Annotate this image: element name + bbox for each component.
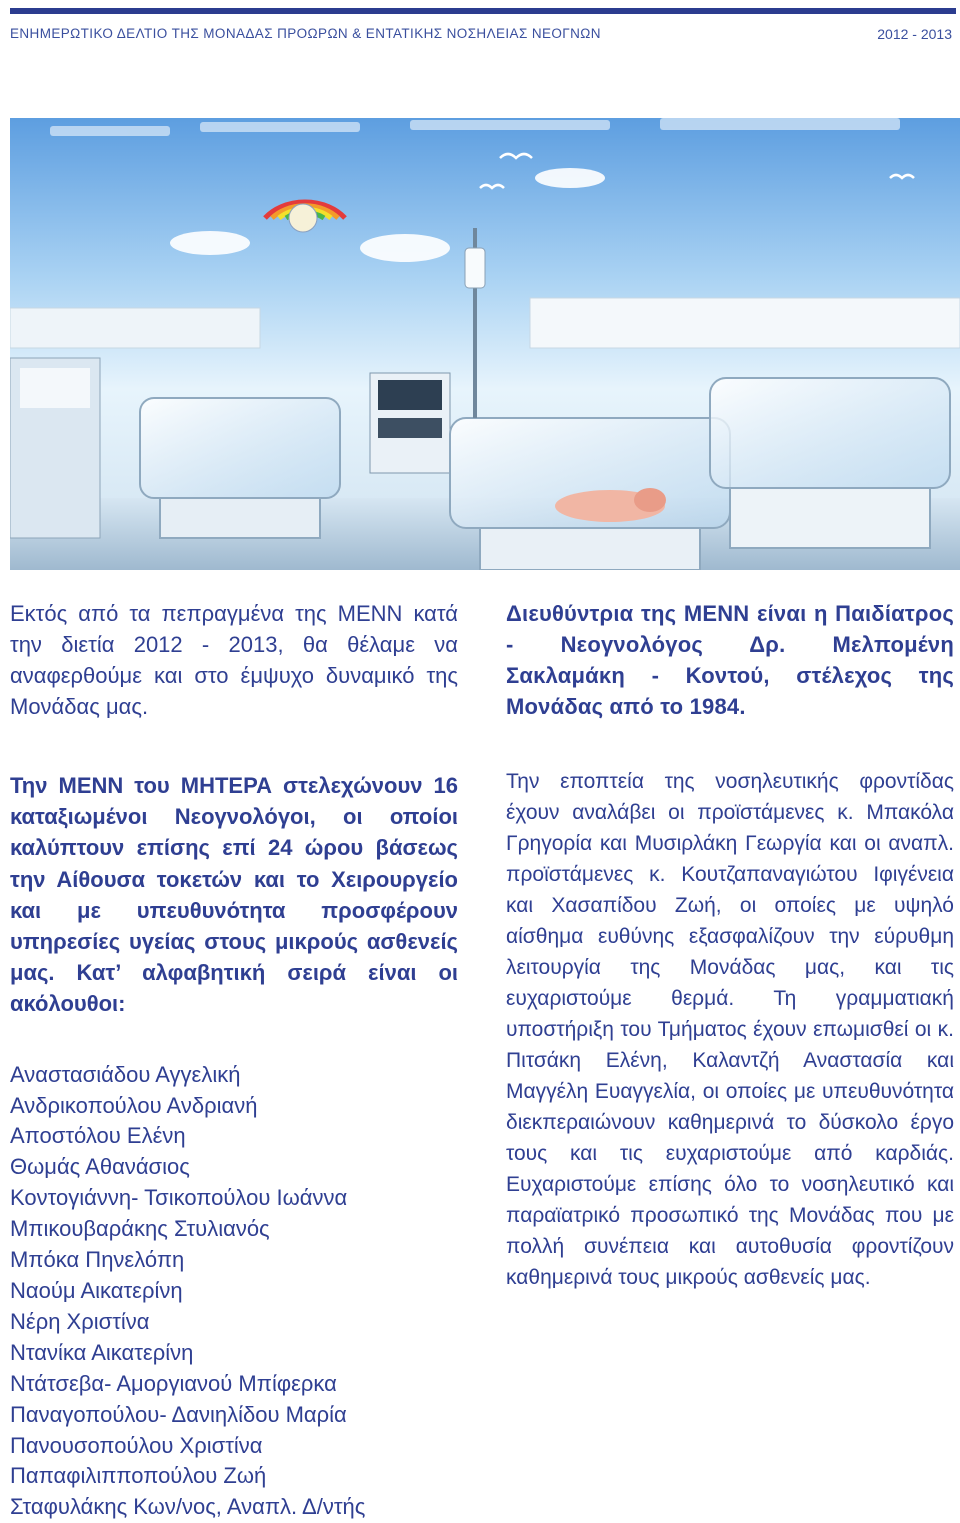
list-item: Κοντογιάννη- Τσικοπούλου Ιωάννα [10, 1185, 348, 1211]
list-item: Αποστόλου Ελένη [10, 1123, 186, 1149]
issue-years: 2012 - 2013 [877, 26, 952, 42]
right-column [506, 598, 954, 1293]
list-item: Ντάτσεβα- Αμοργιανού Μπίφερκα [10, 1370, 337, 1396]
list-item: Μπόκα Πηνελόπη [10, 1247, 185, 1273]
nursing-paragraph: Την εποπτεία της νοσηλευτικής φροντίδας έχουν αναλάβει οι προϊστάμενες κ. Μπακόλα Γρηγορία και Μυσιρλάκη Γεωργία και οι αναπλ. προϊστάμενες κ. Κουτζαπαναγιώτου Ιφιγένεια και Χασαπίδου Ζωή, οι οποίες με υψηλό αίσθημα ευθύνης εξασφαλίζουν την εύρυθμη λειτουργία της Μονάδας μας, και τις ευχαριστούμε θερμά. Τη γραμματιακή υποστήριξη του Τμήματος έχουν επωμισθεί οι κ. Πιτσάκη Ελένη, Καλαντζή Αναστασία και Μαγγέλη Ευαγγελία, οι οποίες με υπευθυνότητα διεκπεραιώνουν καθημερινά το δύσκολο έργο τους και τις ευχαριστούμε από καρδιάς. Ευχαριστούμε επίσης όλο το νοσηλευτικό και παραϊατρικό προσωπικό της Μονάδας που με πολλή συνέπεια και αυτοθυσία φροντίζουν καθημερινά τους μικρούς ασθενείς μας. [506, 770, 954, 1289]
header-rule [10, 8, 956, 14]
list-item: Ανδρικοπούλου Ανδριανή [10, 1092, 258, 1118]
left-column [10, 598, 458, 1523]
intro-paragraph: Εκτός από τα πεπραγμένα της ΜΕΝΝ κατά την διετία 2012 - 2013, θα θέλαμε να αναφερθούμε και στο έμψυχο δυναμικό της Μονάδας μας. [10, 601, 458, 719]
list-item: Θωμάς Αθανάσιος [10, 1154, 190, 1180]
list-item: Παναγοπούλου- Δανιηλίδου Μαρία [10, 1401, 347, 1427]
list-item: Νέρη Χριστίνα [10, 1308, 150, 1334]
neonatologist-list [10, 1060, 458, 1523]
nicu-photo [10, 118, 960, 570]
list-item: Πανουσοπούλου Χριστίνα [10, 1432, 263, 1458]
director-paragraph: Διευθύντρια της ΜΕΝΝ είναι η Παιδίατρος - Νεογνολόγος Δρ. Μελπομένη Σακλαμάκη - Κοντού, στέλεχος της Μονάδας από το 1984. [506, 601, 954, 719]
list-item: Ναούμ Αικατερίνη [10, 1277, 183, 1303]
list-item: Σταφυλάκης Κων/νος, Αναπλ. Δ/ντής [10, 1494, 366, 1520]
list-item: Αναστασιάδου Αγγελική [10, 1061, 241, 1087]
list-item: Μπικουβαράκης Στυλιανός [10, 1216, 270, 1242]
list-item: Ντανίκα Αικατερίνη [10, 1339, 194, 1365]
newsletter-title: ΕΝΗΜΕΡΩΤΙΚΟ ΔΕΛΤΙΟ ΤΗΣ ΜΟΝΑΔΑΣ ΠΡΟΩΡΩΝ & ΕΝΤΑΤΙΚΗΣ ΝΟΣΗΛΕΙΑΣ ΝΕΟΓΝΩΝ [10, 26, 601, 41]
staff-paragraph: Την ΜΕΝΝ του ΜΗΤΕΡΑ στελεχώνουν 16 καταξιωμένοι Νεογνολόγοι, οι οποίοι καλύπτουν επίσης επί 24 ώρου βάσεως την Αίθουσα τοκετών και το Χειρουργείο και με υπευθυνότητα προσφέρουν υπηρεσίες υγείας στους μικρούς ασθενείς μας. Κατ’ αλφαβητική σειρά είναι οι ακόλουθοι: [10, 773, 458, 1017]
list-item: Παπαφιλιπποπούλου Ζωή [10, 1463, 267, 1489]
